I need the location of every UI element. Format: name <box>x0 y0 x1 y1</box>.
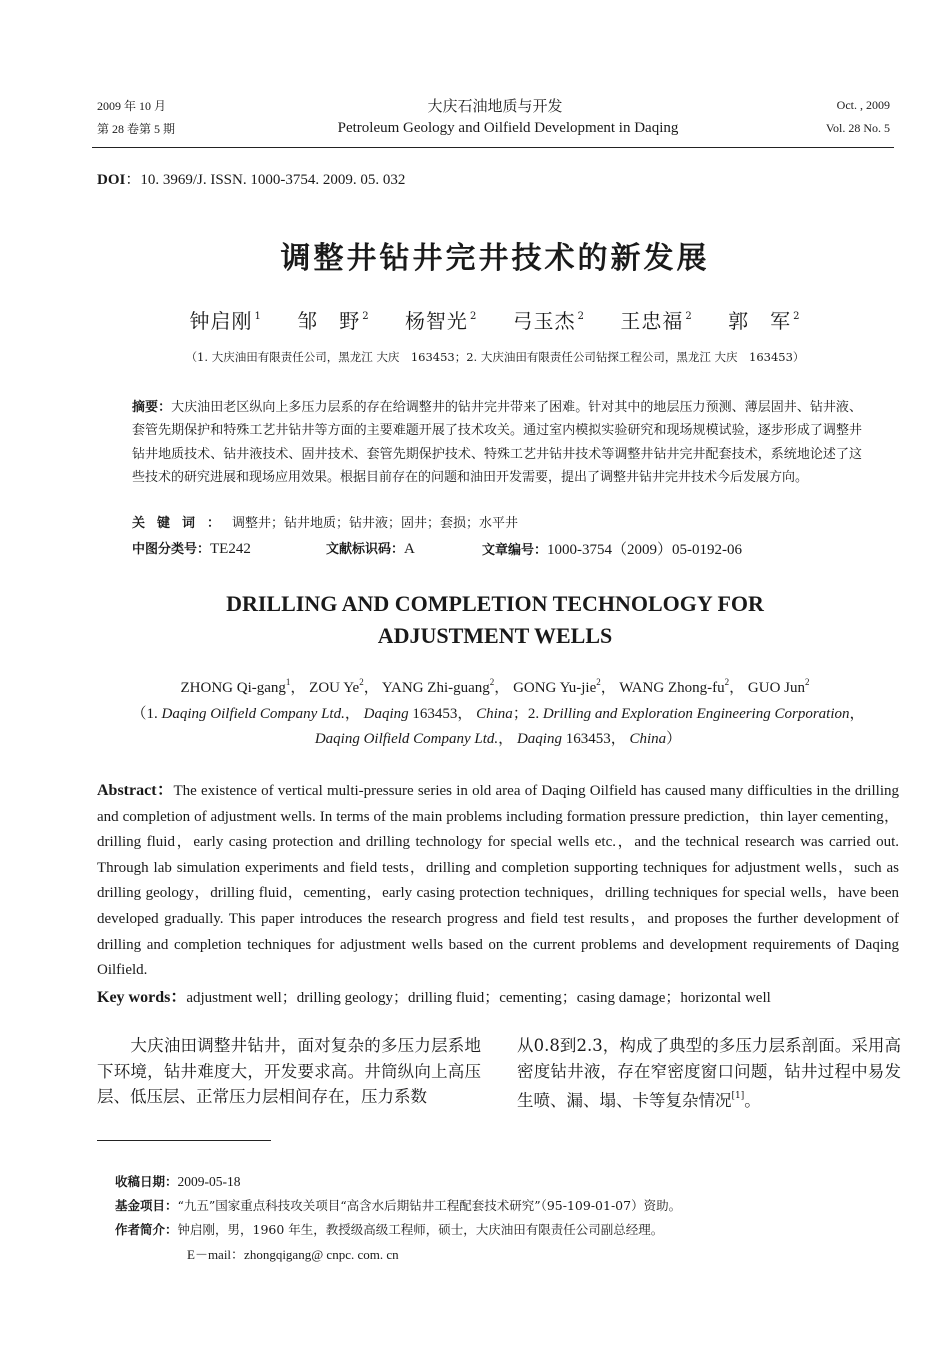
keywords-en-text: adjustment well；drilling geology；drilling fluid；cementing；casing damage；horizontal well <box>186 990 771 1006</box>
header-rule <box>92 147 894 148</box>
title-en <box>0 588 950 652</box>
header-volume-en: Vol. 28 No. 5 <box>825 121 890 135</box>
classification-doc: 文献标识码：A <box>326 541 415 557</box>
body-column-right: 从0.8到2.3，构成了典型的多压力层系剖面。采用高密度钻井液，存在窄密度窗口问题，钻井过程中易发生喷、漏、塌、卡等复杂情况[1]。 <box>517 1036 901 1111</box>
header-journal-en: Petroleum Geology and Oilfield Development in Daqing <box>337 120 679 136</box>
abstract-cn-label: 摘要： <box>132 400 172 415</box>
doi-line <box>97 168 405 189</box>
author-cn: 郭 军 $^2$ <box>728 309 801 333</box>
author-en: GONG Yu-jie$^2$ <box>513 677 601 696</box>
header-volume-cn: 第 28 卷第 5 期 <box>97 122 176 136</box>
author-en: WANG Zhong-$fu^2$ <box>619 677 730 696</box>
keywords-cn-text: 调整井；钻井地质；钻井液；固井；套损；水平井 <box>232 516 519 531</box>
abstract-cn <box>132 396 862 489</box>
author-en: GUO Jun$^2$ <box>747 677 810 696</box>
header-date-cn: 2009 年 10 月 <box>97 99 167 113</box>
title-cn: 调整井钻井完井技术的新发展 <box>280 241 710 276</box>
header-date-en: Oct. , 2009 <box>836 98 890 112</box>
abstract-en-text: The existence of vertical multi-pressure series in old area of Daqing Oilfield has caused many difficulties in the drilling and completion of adjustment wells. In terms of the main problems including formation pressure prediction，thin layer cementing，drilling fluid，early casing protection and drilling technology for special wells etc.，and the technical research was carried out. Through lab simulation experiments and field tests，drilling and completion supporting techniques for adjustment wells，such as drilling geology，drilling fluid，cementing，early casing protection techniques，drilling techniques for special wells，have been developed gradually. This paper introduces the research progress and field test results，and proposes the further development of drilling and completion techniques for adjustment wells based on the current problems and development requirements of Daqing Oilfield. <box>97 783 900 979</box>
title-en-line: DRILLING AND COMPLETION TECHNOLOGY FOR <box>226 591 764 616</box>
abstract-en-label: Abstract： <box>97 782 174 799</box>
body-column-left: 大庆油田调整井钻井，面对复杂的多压力层系地下环境，钻井难度大，开发要求高。井筒纵向上高压层、低压层、正常压力层相间存在，压力系数 <box>97 1036 481 1107</box>
affiliation-cn: （1. 大庆油田有限责任公司，黑龙江 大庆 163453；2. 大庆油田有限责任公司钻探工程公司，黑龙江 大庆 163453） <box>185 350 805 364</box>
author-en: ZHONG Qi-gang$^1$ <box>180 677 291 696</box>
author-cn: 钟启刚 $^1$ <box>189 309 262 333</box>
keywords-cn-label: 关键词： <box>132 516 233 531</box>
author-cn: 杨智光 $^2$ <box>404 309 478 333</box>
footnote-author: 作者简介：钟启刚，男，1960 年生，教授级高级工程师，硕士，大庆油田有限责任公司副总经理。 <box>115 1222 664 1237</box>
classification-clc: 中图分类号：TE242 <box>132 541 251 557</box>
abstract-en <box>97 778 899 984</box>
affiliation-en: （1. Daqing Oilfield Company Ltd.， Daqing 163453， China；2. Drilling and Exploration Engineering Corporation， Daqing Oilfield Company Ltd.， Daqing 163453， China） <box>131 706 865 747</box>
citation-ref[interactable]: [1] <box>731 1091 745 1102</box>
header-journal-cn: 大庆石油地质与开发 <box>427 97 563 115</box>
classification-article: 文章编号：1000-3754（2009）05-0192-06 <box>482 542 743 558</box>
doi-label: DOI <box>97 172 126 188</box>
authors-en: ZHONG Qi-gang$^1$， ZOU Ye$^2$， YANG Zhi-guang$^2$， GONG Yu-jie$^2$， WANG Zhong-$fu^2$， GUO Jun$^2$ <box>180 677 810 696</box>
keywords-cn <box>132 512 518 531</box>
title-en-line: ADJUSTMENT WELLS <box>377 623 613 648</box>
abstract-cn-text: 大庆油田老区纵向上多压力层系的存在给调整井的钻井完井带来了困难。针对其中的地层压力预测、薄层固井、钻井液、套管先期保护和特殊工艺井钻井等方面的主要难题开展了技术攻关。通过室内模拟实验研究和现场规模试验，逐步形成了调整井钻井地质技术、钻井液技术、固井技术、套管先期保护技术、特殊工艺井钻井技术等调整井钻井完井配套技术，系统地论述了这些技术的研究进展和现场应用效果。根据目前存在的问题和油田开发需要，提出了调整井钻井完井技术今后发展方向。 <box>132 400 862 485</box>
doi-value: ：10. 3969/J. ISSN. 1000-3754. 2009. 05. 032 <box>125 172 406 188</box>
footnote-rule <box>97 1140 271 1141</box>
author-cn: 邹 野 $^2$ <box>297 309 370 333</box>
authors-cn <box>0 305 950 334</box>
keywords-en <box>97 984 899 1007</box>
author-cn: 弓玉杰 $^2$ <box>512 309 586 333</box>
author-cn: 王忠福 $^2$ <box>620 309 693 333</box>
keywords-en-label: Key words： <box>97 989 187 1006</box>
footnote-email[interactable]: E－mail：zhongqigang@ cnpc. com. cn <box>187 1247 399 1262</box>
author-en: ZOU Ye$^2$ <box>309 677 364 696</box>
footnote-received: 收稿日期：2009-05-18 <box>115 1174 241 1189</box>
footnote-fund: 基金项目：“九五”国家重点科技攻关项目“高含水后期钻井工程配套技术研究”（95-109-01-07）资助。 <box>115 1198 682 1213</box>
author-en: YANG Zhi-guang$^2$ <box>381 677 495 696</box>
